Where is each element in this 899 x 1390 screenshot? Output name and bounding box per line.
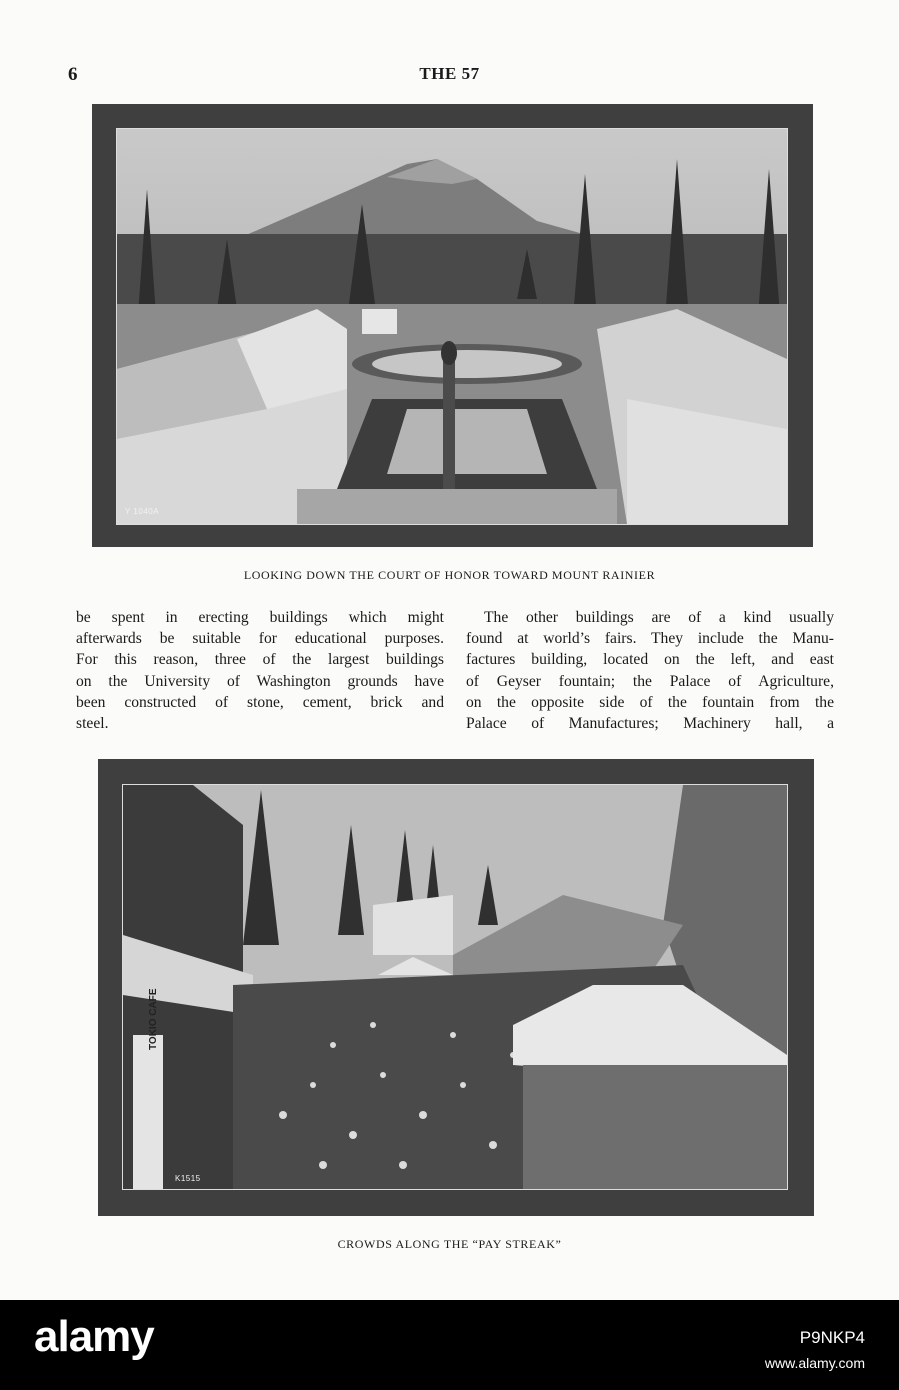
tokio-cafe-sign (148, 988, 159, 1050)
figure-court-of-honor (92, 104, 813, 547)
image-id: P9NKP4 (799, 1328, 865, 1347)
text-line: been constructed of stone, cement, brick and (76, 693, 444, 711)
plaza (297, 489, 617, 524)
photo-pay-streak (122, 784, 788, 1190)
plate-number-1: Y 1040A (125, 507, 160, 516)
cascade-water (387, 409, 547, 474)
text-line: The other buildings are of a kind usually (484, 609, 834, 626)
text-line: be spent in erecting buildings which might (76, 609, 444, 626)
distant-building (373, 895, 453, 955)
text-line: on the opposite side of the fountain from the (466, 693, 834, 711)
caption-court-of-honor: LOOKING DOWN THE COURT OF HONOR TOWARD MOUNT RAINIER (243, 568, 656, 582)
text-line: afterwards be suitable for educational purposes. (76, 630, 444, 648)
site-url: www.alamy.com (764, 1355, 865, 1371)
pay-streak-illustration (123, 785, 787, 1189)
text-line: steel. (76, 715, 109, 733)
text-line: For this reason, three of the largest buildings (76, 651, 444, 669)
text-line: Palace of Manufactures; Machinery hall, a (466, 715, 834, 733)
figure-pay-streak (98, 759, 814, 1216)
text-line: of Geyser fountain; the Palace of Agriculture, (466, 672, 834, 690)
central-monument-column (443, 354, 455, 504)
page-number: 6 (68, 64, 78, 85)
alamy-logo: alamy (34, 1312, 154, 1361)
text-line: found at world’s fairs. They include the Manu- (466, 630, 834, 648)
plate-number-2: K1515 (175, 1174, 201, 1183)
japanese-pavilion (523, 1065, 787, 1189)
left-storefront (133, 1035, 163, 1189)
court-of-honor-illustration (117, 129, 787, 524)
text-line: on the University of Washington grounds have (76, 672, 444, 690)
distant-pavilion (362, 309, 397, 334)
body-text-left-column (76, 607, 444, 734)
text-line: factures building, located on the left, and east (466, 651, 834, 669)
geyser-basin-water (372, 350, 562, 378)
tokio-cafe-sign-text: TOKIO CAFE (148, 988, 159, 1050)
body-text-right-column (466, 607, 834, 734)
running-title: THE 57 (419, 64, 480, 83)
photo-court-of-honor (116, 128, 788, 525)
caption-pay-streak: CROWDS ALONG THE “PAY STREAK” (337, 1237, 562, 1251)
